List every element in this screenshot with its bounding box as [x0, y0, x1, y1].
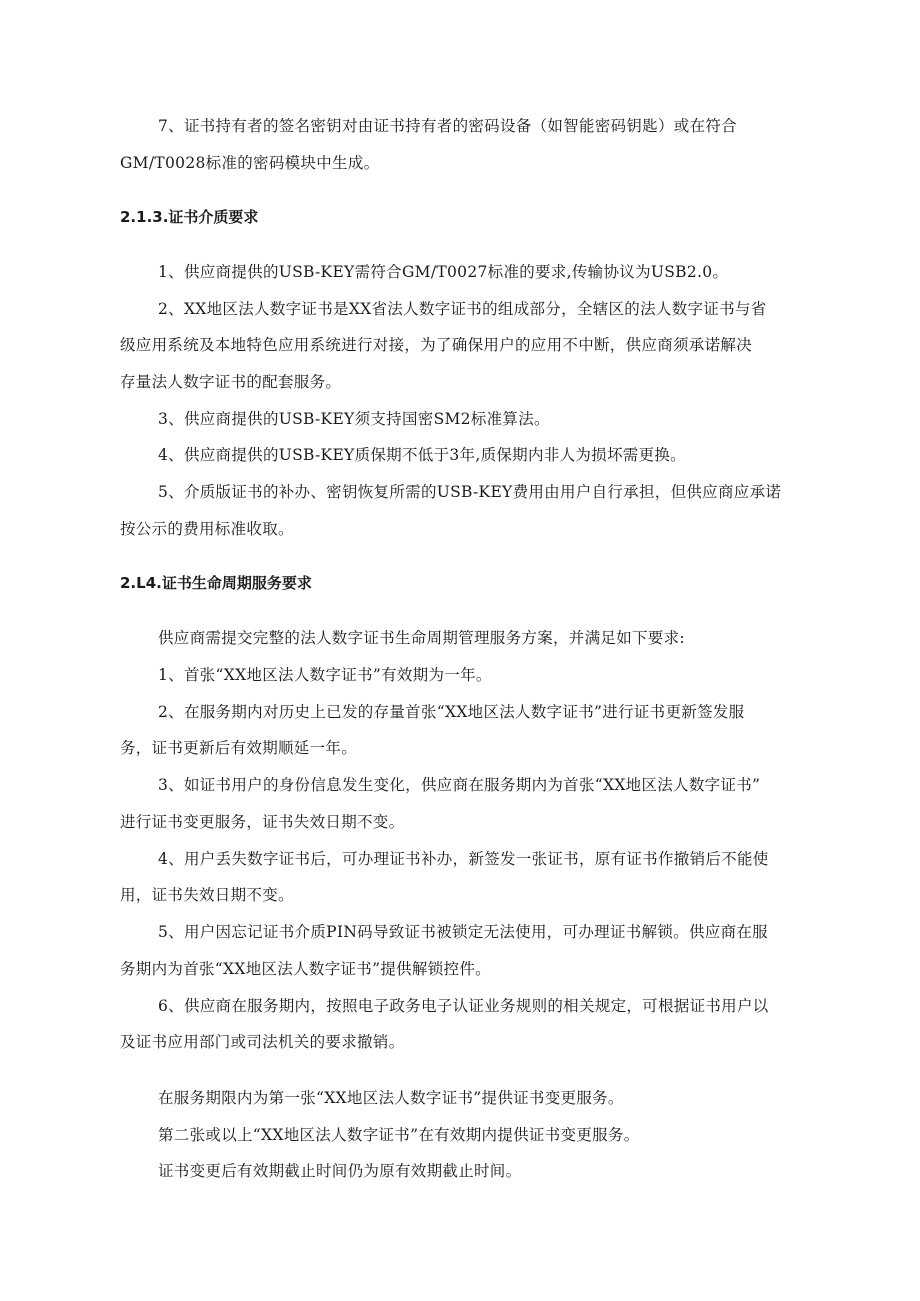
lifecycle-intro: 供应商需提交完整的法人数字证书生命周期管理服务方案，并满足如下要求:	[158, 629, 685, 647]
media-item-4: 4、供应商提供的USB-KEY质保期不低于3年,质保期内非人为损坏需更换。	[158, 446, 686, 464]
closing-line-3: 证书变更后有效期截止时间仍为原有效期截止时间。	[158, 1162, 522, 1180]
media-item-5-line-1: 5、介质版证书的补办、密钥恢复所需的USB-KEY费用由用户自行承担，但供应商应承诺	[158, 483, 782, 501]
lifecycle-item-3-line-1: 3、如证书用户的身份信息发生变化，供应商在服务期内为首张“XX地区法人数字证书”	[158, 776, 761, 794]
media-item-2-line-3: 存量法人数字证书的配套服务。	[120, 373, 342, 391]
lifecycle-item-2-line-2: 务，证书更新后有效期顺延一年。	[120, 739, 358, 757]
lifecycle-item-1: 1、首张“XX地区法人数字证书”有效期为一年。	[158, 666, 492, 684]
closing-line-1: 在服务期限内为第一张“XX地区法人数字证书”提供证书变更服务。	[158, 1089, 624, 1107]
media-item-3: 3、供应商提供的USB-KEY须支持国密SM2标准算法。	[158, 410, 550, 428]
closing-line-2: 第二张或以上“XX地区法人数字证书”在有效期内提供证书变更服务。	[158, 1126, 640, 1144]
media-item-5-line-2: 按公示的费用标准收取。	[120, 520, 294, 538]
media-item-1: 1、供应商提供的USB-KEY需符合GM/T0027标准的要求,传输协议为USB2.0。	[158, 263, 729, 281]
lifecycle-item-5-line-1: 5、用户因忘记证书介质PIN码导致证书被锁定无法使用，可办理证书解锁。供应商在服	[158, 923, 768, 941]
para-7-line-2: GM/T0028标准的密码模块中生成。	[120, 154, 380, 172]
lifecycle-item-4-line-2: 用，证书失效日期不变。	[120, 886, 294, 904]
lifecycle-item-6-line-1: 6、供应商在服务期内，按照电子政务电子认证业务规则的相关规定，可根据证书用户以	[158, 997, 769, 1015]
para-7-line-1: 7、证书持有者的签名密钥对由证书持有者的密码设备（如智能密码钥匙）或在符合	[158, 117, 737, 135]
media-item-2-line-1: 2、XX地区法人数字证书是XX省法人数字证书的组成部分，全辖区的法人数字证书与省	[158, 300, 767, 318]
section-heading-2-1-3: 2.1.3.证书介质要求	[120, 208, 259, 226]
lifecycle-item-2-line-1: 2、在服务期内对历史上已发的存量首张“XX地区法人数字证书”进行证书更新签发服	[158, 703, 745, 721]
media-item-2-line-2: 级应用系统及本地特色应用系统进行对接，为了确保用户的应用不中断，供应商须承诺解决	[120, 336, 753, 354]
lifecycle-item-6-line-2: 及证书应用部门或司法机关的要求撤销。	[120, 1033, 405, 1051]
lifecycle-item-5-line-2: 务期内为首张“XX地区法人数字证书”提供解锁控件。	[120, 960, 491, 978]
lifecycle-item-4-line-1: 4、用户丢失数字证书后，可办理证书补办，新签发一张证书，原有证书作撤销后不能使	[158, 850, 769, 868]
lifecycle-item-3-line-2: 进行证书变更服务，证书失效日期不变。	[120, 813, 405, 831]
section-heading-2-1-4: 2.L4.证书生命周期服务要求	[120, 574, 312, 592]
